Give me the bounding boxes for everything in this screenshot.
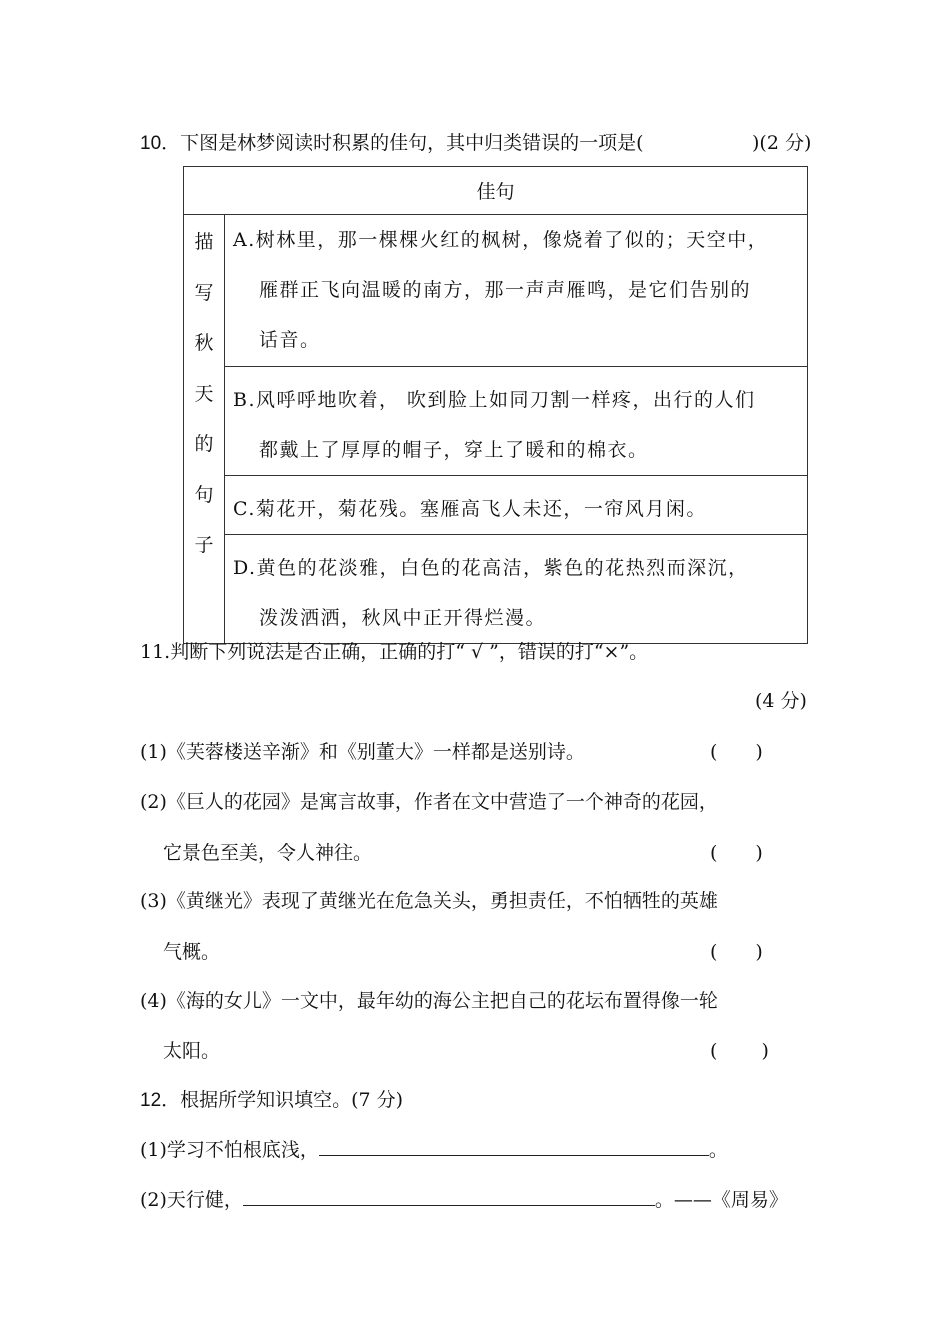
- category-char: 子: [194, 534, 214, 556]
- judge-answer-paren: ( ): [710, 741, 763, 763]
- question-number: 12: [140, 1090, 162, 1111]
- fill-suffix: 。——《周易》: [654, 1189, 788, 1211]
- category-char: 天: [194, 382, 214, 405]
- category-char: 的: [194, 433, 214, 455]
- answer-paren-score: )(2 分): [752, 132, 812, 154]
- option-d: [225, 535, 808, 644]
- judge-item-4: (4)《海的女儿》一文中，最年幼的海公主把自己的花坛布置得像一轮: [140, 990, 718, 1012]
- category-char: 描: [194, 231, 214, 253]
- fill-item-1: [140, 1135, 728, 1162]
- judge-item-3-cont: 气概。: [163, 941, 221, 963]
- fill-prefix: (2)天行健，: [140, 1189, 243, 1211]
- judge-answer-paren: ( ): [710, 1040, 769, 1062]
- option-a: [225, 215, 808, 367]
- answer-blank[interactable]: [319, 1137, 709, 1156]
- judge-answer-paren: ( ): [710, 941, 763, 963]
- option-c: [225, 476, 808, 535]
- sentence-table: [183, 166, 808, 644]
- judge-item-3: (3)《黄继光》表现了黄继光在危急关头，勇担责任，不怕牺牲的英雄: [140, 890, 718, 912]
- judge-item-2-cont: 它景色至美，令人神往。: [163, 842, 373, 864]
- category-char: 写: [194, 281, 214, 304]
- question-number: 10: [140, 133, 162, 154]
- category-cell: [184, 215, 225, 644]
- category-char: 秋: [194, 332, 214, 354]
- option-line: 都戴上了厚厚的帽子，穿上了暖和的棉衣。: [259, 439, 649, 461]
- judge-item-1: (1)《芙蓉楼送辛渐》和《别董大》一样都是送别诗。: [140, 741, 585, 763]
- question-11-stem: 11.判断下列说法是否正确，正确的打“ √ ”，错误的打“×”。: [140, 641, 649, 663]
- option-line: 话音。: [259, 329, 321, 351]
- option-line: A.树林里，那一棵棵火红的枫树，像烧着了似的；天空中，: [233, 229, 769, 251]
- table-header: 佳句: [184, 167, 808, 215]
- question-12-stem: [140, 1085, 403, 1112]
- option-line: B.风呼呼地吹着， 吹到脸上如同刀割一样疼，出行的人们: [233, 389, 756, 411]
- fill-suffix: 。: [708, 1139, 728, 1161]
- option-b: [225, 367, 808, 476]
- option-line: D.黄色的花淡雅，白色的花高洁，紫色的花热烈而深沉，: [233, 557, 749, 579]
- option-line: C.菊花开，菊花残。塞雁高飞人未还，一帘风月闲。: [233, 498, 707, 520]
- option-line: 泼泼洒洒，秋风中正开得烂漫。: [259, 607, 547, 629]
- category-char: 句: [194, 483, 214, 506]
- answer-blank[interactable]: [243, 1187, 655, 1206]
- question-10-stem: [140, 128, 644, 155]
- fill-prefix: (1)学习不怕根底浅，: [140, 1139, 319, 1161]
- judge-item-2: (2)《巨人的花园》是寓言故事，作者在文中营造了一个神奇的花园，: [140, 791, 718, 813]
- question-text: ．根据所学知识填空。(7 分): [161, 1089, 404, 1111]
- judge-item-4-cont: 太阳。: [163, 1040, 221, 1062]
- question-text: ．下图是林梦阅读时积累的佳句，其中归类错误的一项是(: [161, 132, 644, 154]
- judge-answer-paren: ( ): [710, 842, 763, 864]
- fill-item-2: [140, 1185, 788, 1212]
- question-11-score: (4 分): [755, 690, 807, 712]
- option-line: 雁群正飞向温暖的南方，那一声声雁鸣，是它们告别的: [259, 279, 752, 301]
